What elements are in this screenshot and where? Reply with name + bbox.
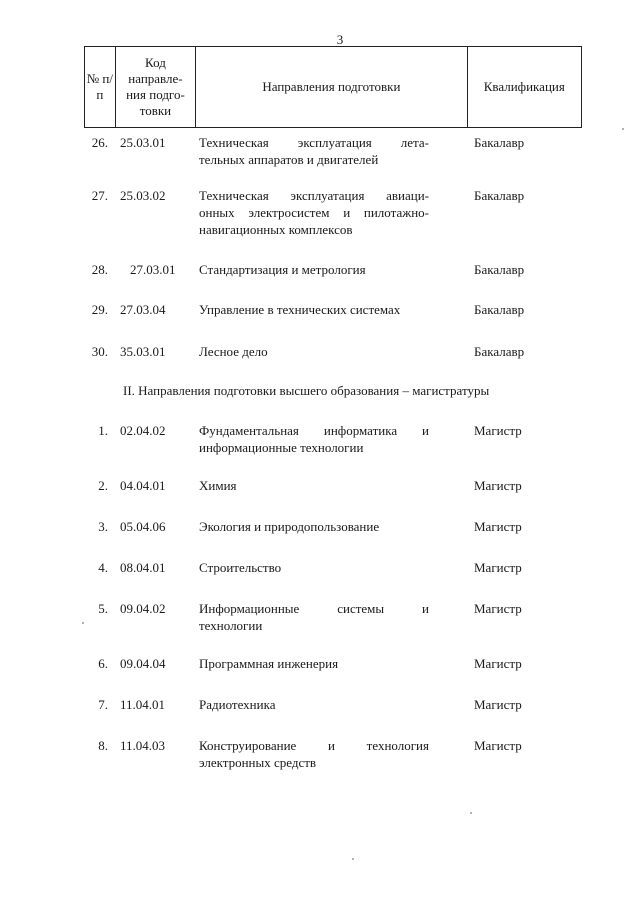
row-code: 04.04.01 xyxy=(120,478,166,493)
row-qualification: Бакалавр xyxy=(474,135,525,150)
direction-line: Конструирование и технология xyxy=(199,738,429,753)
row-direction xyxy=(199,518,429,535)
direction-line: онных электросистем и пилотажно- xyxy=(199,205,429,220)
row-code: 02.04.02 xyxy=(120,423,166,438)
row-direction xyxy=(199,187,429,238)
row-qualification: Магистр xyxy=(474,519,522,534)
row-qualification: Бакалавр xyxy=(474,344,525,359)
direction-line: Управление в технических системах xyxy=(199,302,401,317)
row-code: 25.03.01 xyxy=(120,135,166,150)
direction-line: Информационные системы и xyxy=(199,601,429,616)
direction-line: Химия xyxy=(199,478,237,493)
row-qualification: Бакалавр xyxy=(474,188,525,203)
direction-line: Техническая эксплуатация лета- xyxy=(199,135,429,150)
row-code: 11.04.03 xyxy=(120,738,166,753)
row-number: 5. xyxy=(98,601,108,616)
table-header xyxy=(84,46,582,128)
row-qualification: Магистр xyxy=(474,738,522,753)
row-number: 26. xyxy=(91,135,108,150)
direction-line: Стандартизация и метрология xyxy=(199,262,366,277)
row-qualification: Магистр xyxy=(474,601,522,616)
direction-line: Радиотехника xyxy=(199,697,276,712)
scan-speck xyxy=(352,858,354,860)
row-direction xyxy=(199,261,429,278)
row-number: 30. xyxy=(91,344,108,359)
row-code: 11.04.01 xyxy=(120,697,166,712)
direction-line: Экология и природопользование xyxy=(199,519,380,534)
direction-line: навигационных комплексов xyxy=(199,222,353,237)
header-qualification: Квалификация xyxy=(467,47,581,128)
header-code xyxy=(115,47,196,128)
direction-line: Строительство xyxy=(199,560,282,575)
row-direction xyxy=(199,134,429,168)
row-number: 7. xyxy=(98,697,108,712)
row-number: 8. xyxy=(98,738,108,753)
direction-line: Лесное дело xyxy=(199,344,268,359)
row-direction xyxy=(199,600,429,634)
row-number: 29. xyxy=(91,302,108,317)
row-code: 05.04.06 xyxy=(120,519,166,534)
row-direction xyxy=(199,477,429,494)
row-direction xyxy=(199,343,429,360)
row-number: 4. xyxy=(98,560,108,575)
row-number: 28. xyxy=(91,262,108,277)
row-direction xyxy=(199,655,429,672)
row-number: 1. xyxy=(98,423,108,438)
row-qualification: Магистр xyxy=(474,697,522,712)
row-qualification: Магистр xyxy=(474,560,522,575)
row-code: 27.03.04 xyxy=(120,302,166,317)
row-number: 2. xyxy=(98,478,108,493)
header-direction: Направления подготовки xyxy=(196,47,467,128)
row-direction xyxy=(199,737,429,771)
row-qualification: Магистр xyxy=(474,656,522,671)
row-code: 08.04.01 xyxy=(120,560,166,575)
row-qualification: Бакалавр xyxy=(474,262,525,277)
row-number: 27. xyxy=(91,188,108,203)
scan-speck xyxy=(470,812,472,814)
direction-line: тельных аппаратов и двигателей xyxy=(199,152,379,167)
direction-line: технологии xyxy=(199,618,263,633)
row-direction xyxy=(199,422,429,456)
page-number: 3 xyxy=(336,32,344,47)
row-qualification: Бакалавр xyxy=(474,302,525,317)
row-qualification: Магистр xyxy=(474,423,522,438)
header-code-line: товки xyxy=(139,103,172,118)
direction-line: электронных средств xyxy=(199,755,317,770)
row-number: 3. xyxy=(98,519,108,534)
row-code: 09.04.04 xyxy=(120,656,166,671)
row-code: 25.03.02 xyxy=(120,188,166,203)
row-direction xyxy=(199,696,429,713)
direction-line: Программная инженерия xyxy=(199,656,339,671)
direction-line: Техническая эксплуатация авиаци- xyxy=(199,188,429,203)
direction-line: Фундаментальная информатика и xyxy=(199,423,429,438)
row-code: 09.04.02 xyxy=(120,601,166,616)
row-code: 35.03.01 xyxy=(120,344,166,359)
row-code: 27.03.01 xyxy=(130,262,176,277)
header-code-line: ния подго- xyxy=(126,87,185,102)
header-code-line: Код xyxy=(145,55,166,70)
row-number: 6. xyxy=(98,656,108,671)
direction-line: информационные технологии xyxy=(199,440,364,455)
scan-speck xyxy=(82,622,84,624)
header-num: № п/п xyxy=(85,47,116,128)
row-direction xyxy=(199,559,429,576)
row-qualification: Магистр xyxy=(474,478,522,493)
section-heading: II. Направления подготовки высшего образования – магистратуры xyxy=(123,383,490,398)
row-direction xyxy=(199,301,429,318)
scan-speck xyxy=(622,128,624,130)
header-code-line: направле- xyxy=(128,71,183,86)
